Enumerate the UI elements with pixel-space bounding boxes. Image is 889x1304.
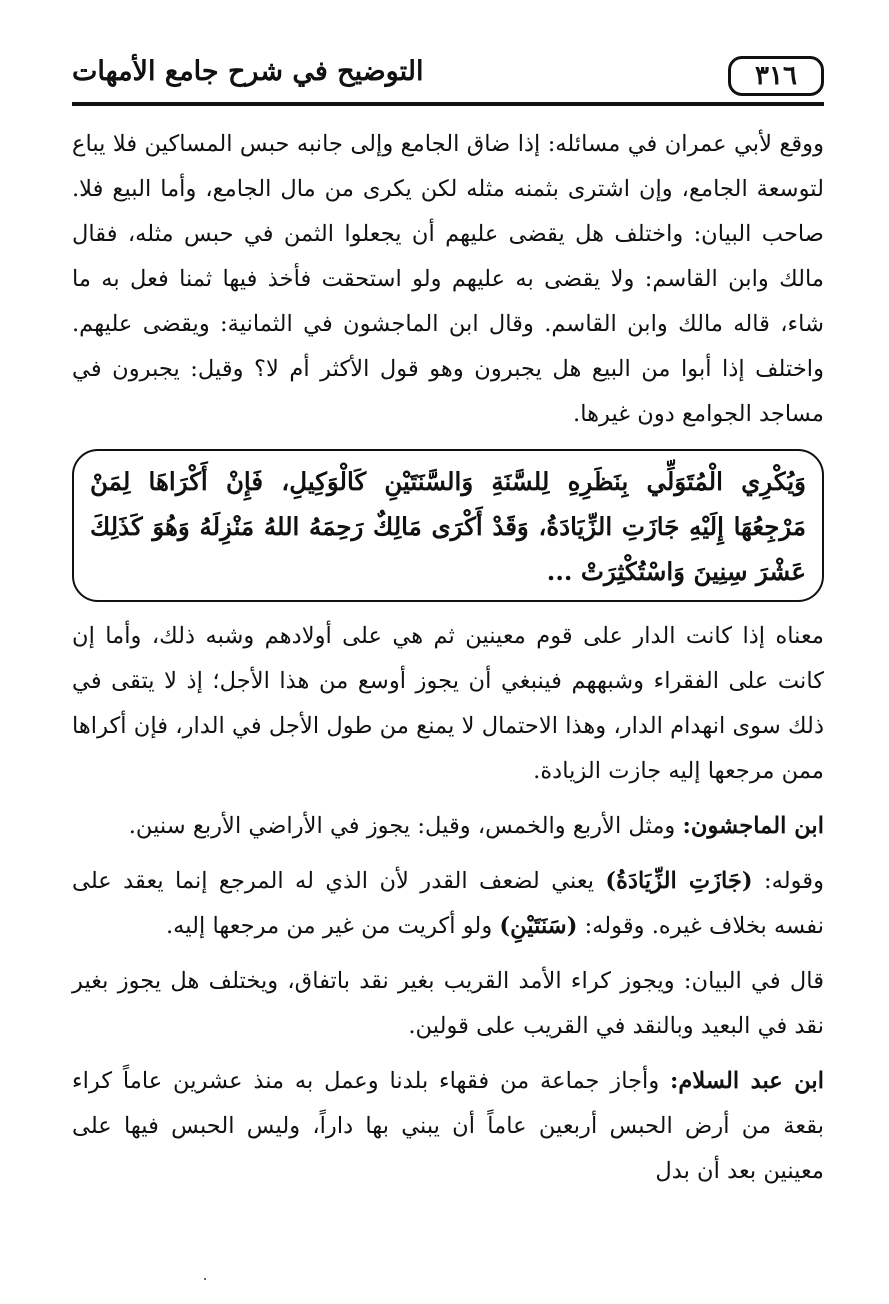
- page-header: [72, 52, 824, 106]
- paragraph-text: وقوله:: [752, 868, 824, 894]
- paragraph-text: وأجاز جماعة من فقهاء بلدنا وعمل به منذ عشرين عاماً كراء بقعة من أرض الحبس أربعين عاماً أن يبني بها داراً، وليس الحبس فيها على معينين بعد أن بدل: [72, 1068, 824, 1184]
- paragraph-text: ومثل الأربع والخمس، وقيل: يجوز في الأراضي الأربع سنين.: [128, 813, 683, 839]
- commentary-paragraph-3: [72, 804, 824, 849]
- matn-quote: (سَنَتَيْنِ): [499, 913, 578, 939]
- commentary-paragraph-4: [72, 859, 824, 949]
- scan-speck: [204, 1278, 206, 1280]
- paragraph-text: يعني لضعف القدر لأن الذي له المرجع إنما يعقد على نفسه بخلاف غيره. وقوله:: [72, 868, 824, 939]
- commentary-paragraph-6: [72, 1059, 824, 1194]
- paragraph-text: ولو أكريت من غير من مرجعها إليه.: [165, 913, 500, 939]
- book-title: التوضيح في شرح جامع الأمهات: [72, 56, 424, 87]
- matn-box: [72, 449, 824, 602]
- matn-text: وَيُكْرِي الْمُتَوَلِّي بِنَظَرِهِ لِلسَّنَةِ وَالسَّنَتَيْنِ كَالْوَكِيلِ، فَإِنْ أَكْرَاهَا لِمَنْ مَرْجِعُهَا إِلَيْهِ جَازَتِ الزِّيَادَةُ، وَقَدْ أَكْرَى مَالِكٌ رَحِمَهُ اللهُ مَنْزِلَهُ وَهُوَ كَذَلِكَ عَشْرَ سِنِينَ وَاسْتُكْثِرَتْ ...: [90, 467, 806, 586]
- commentary-paragraph-5: قال في البيان: ويجوز كراء الأمد القريب بغير نقد باتفاق، ويختلف هل يجوز بغير نقد في البعيد وبالنقد في القريب على قولين.: [72, 968, 824, 1039]
- matn-quote: (جَازَتِ الزِّيَادَةُ): [605, 868, 753, 894]
- commentary-paragraph-2: معناه إذا كانت الدار على قوم معينين ثم هي على أولادهم وشبه ذلك، وأما إن كانت على الفقراء وشبههم فينبغي أن يجوز أوسع من هذا الأجل؛ إذ لا يتقى في ذلك سوى انهدام الدار، وهذا الاحتمال لا يمنع من طول الأجل في الدار، فإن أكراها ممن مرجعها إليه جازت الزيادة.: [72, 623, 824, 784]
- page-number: ٣١٦: [728, 56, 824, 96]
- commentary-paragraph-1: ووقع لأبي عمران في مسائله: إذا ضاق الجامع وإلى جانبه حبس المساكين فلا يباع لتوسعة الجامع، وإن اشترى بثمنه مثله لكن يكرى من مال الجامع، وأما البيع فلا. صاحب البيان: واختلف هل يقضى عليهم أن يجعلوا الثمن في حبس مثله، فقال مالك وابن القاسم: ولا يقضى به عليهم ولو استحقت فأخذ فيها ثمنا فعل به ما شاء، قاله مالك وابن القاسم. وقال ابن الماجشون في الثمانية: ويقضى عليهم. واختلف إذا أبوا من البيع هل يجبرون وهو قول الأكثر أم لا؟ وقيل: يجبرون في مساجد الجوامع دون غيرها.: [72, 131, 824, 427]
- speaker-label: ابن عبد السلام:: [670, 1068, 824, 1094]
- speaker-label: ابن الماجشون:: [682, 813, 824, 839]
- book-page: [72, 52, 824, 1272]
